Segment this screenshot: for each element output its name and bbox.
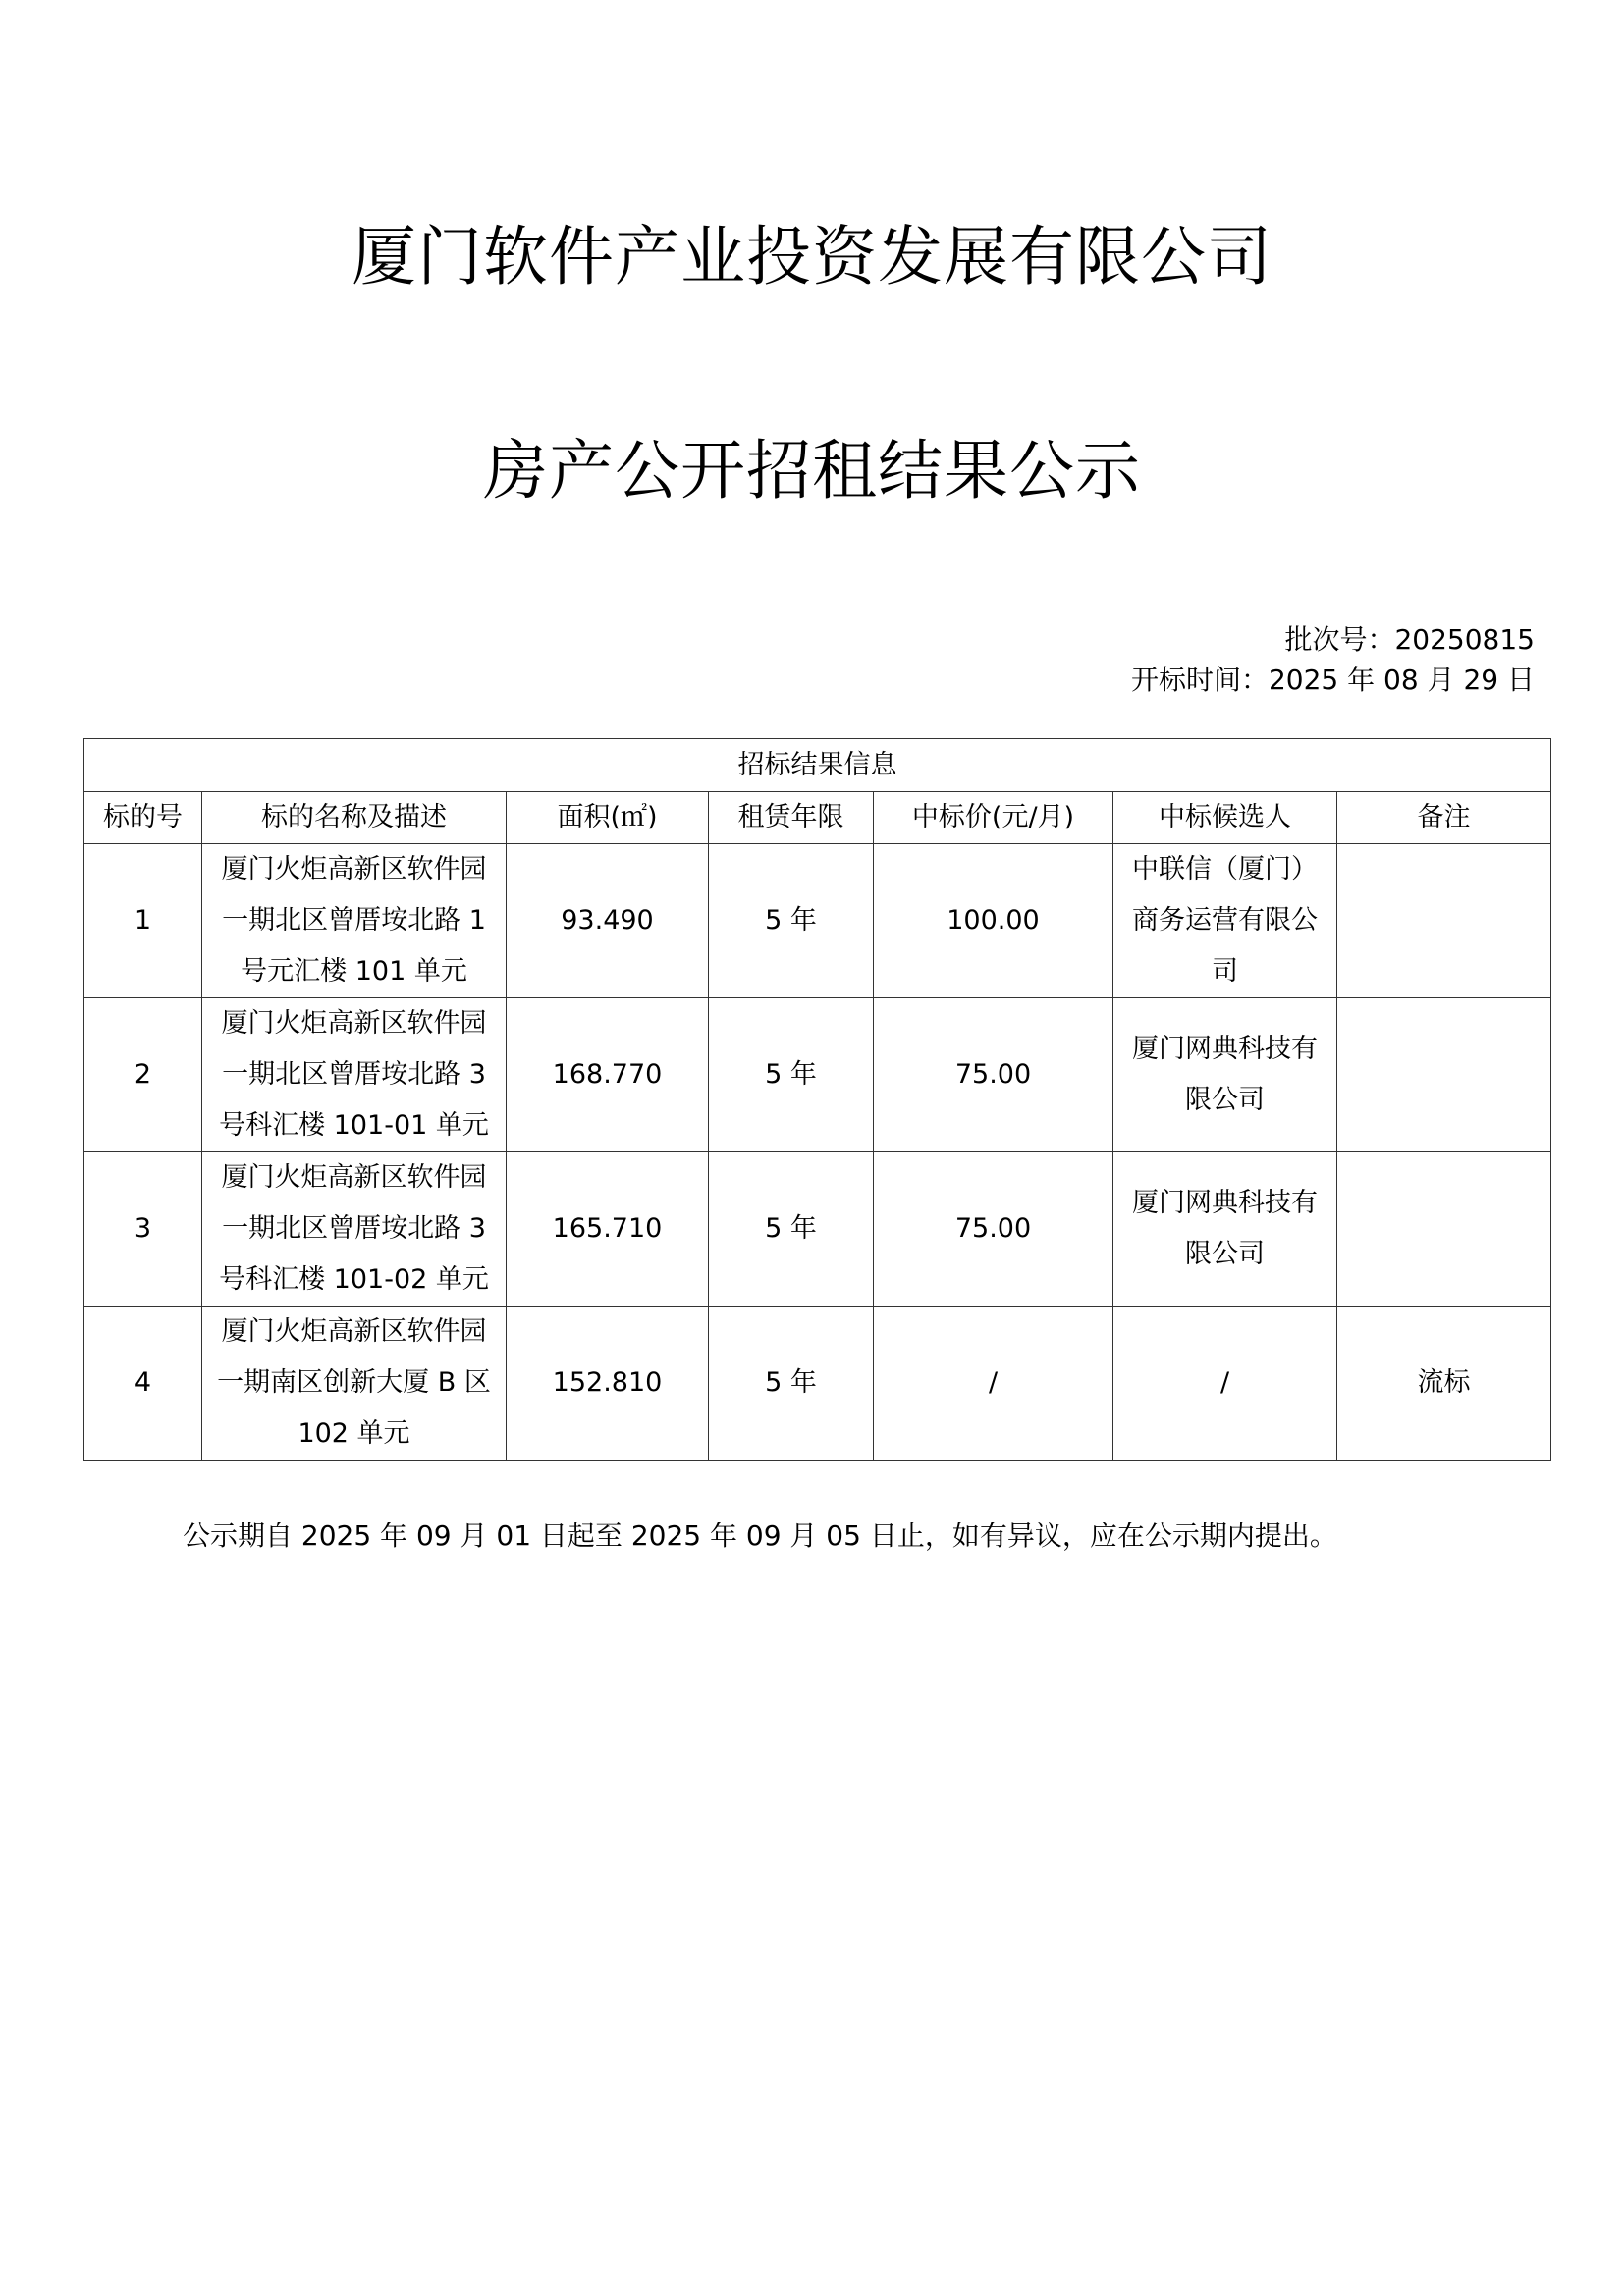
table-row (84, 998, 1551, 1152)
table-caption: 招标结果信息 (84, 739, 1551, 792)
table-row (84, 1307, 1551, 1461)
publicity-period-note: 公示期自 2025 年 09 月 01 日起至 2025 年 09 月 05 日止，如有异议，应在公示期内提出。 (183, 1520, 1337, 1552)
cell-price: / (874, 1307, 1113, 1461)
table-header-row (84, 792, 1551, 844)
col-lot-no: 标的号 (84, 792, 202, 844)
cell-price: 75.00 (874, 998, 1113, 1152)
company-title: 厦门软件产业投资发展有限公司 (352, 219, 1272, 294)
cell-area: 93.490 (507, 844, 709, 998)
cell-lot-no: 2 (84, 998, 202, 1152)
col-winner: 中标候选人 (1113, 792, 1337, 844)
cell-lot-no: 4 (84, 1307, 202, 1461)
cell-term: 5 年 (709, 844, 874, 998)
cell-description: 厦门火炬高新区软件园一期北区曾厝垵北路 3 号科汇楼 101-02 单元 (202, 1152, 507, 1307)
cell-note (1337, 1152, 1551, 1307)
time-value: 2025 年 08 月 29 日 (1268, 664, 1535, 696)
col-note: 备注 (1337, 792, 1551, 844)
cell-price: 100.00 (874, 844, 1113, 998)
cell-winner: 厦门网典科技有限公司 (1113, 1152, 1337, 1307)
bid-opening-time (1131, 661, 1535, 700)
cell-winner: 厦门网典科技有限公司 (1113, 998, 1337, 1152)
cell-lot-no: 1 (84, 844, 202, 998)
table-row (84, 844, 1551, 998)
batch-number (1284, 620, 1535, 660)
page-title: 房产公开招租结果公示 (483, 433, 1141, 508)
cell-price: 75.00 (874, 1152, 1113, 1307)
cell-note: 流标 (1337, 1307, 1551, 1461)
cell-area: 152.810 (507, 1307, 709, 1461)
cell-description: 厦门火炬高新区软件园一期北区曾厝垵北路 1 号元汇楼 101 单元 (202, 844, 507, 998)
col-term: 租赁年限 (709, 792, 874, 844)
col-description: 标的名称及描述 (202, 792, 507, 844)
cell-term: 5 年 (709, 998, 874, 1152)
time-label: 开标时间： (1130, 664, 1269, 696)
cell-area: 168.770 (507, 998, 709, 1152)
cell-description: 厦门火炬高新区软件园一期北区曾厝垵北路 3 号科汇楼 101-01 单元 (202, 998, 507, 1152)
cell-note (1337, 844, 1551, 998)
cell-term: 5 年 (709, 1152, 874, 1307)
table-row (84, 1152, 1551, 1307)
batch-label: 批次号： (1284, 623, 1395, 656)
cell-term: 5 年 (709, 1307, 874, 1461)
col-area: 面积(㎡) (507, 792, 709, 844)
col-price: 中标价(元/月) (874, 792, 1113, 844)
cell-lot-no: 3 (84, 1152, 202, 1307)
cell-note (1337, 998, 1551, 1152)
cell-winner: / (1113, 1307, 1337, 1461)
batch-value: 20250815 (1394, 623, 1535, 656)
result-table (83, 738, 1551, 1461)
cell-description: 厦门火炬高新区软件园一期南区创新大厦 B 区 102 单元 (202, 1307, 507, 1461)
cell-winner: 中联信（厦门）商务运营有限公司 (1113, 844, 1337, 998)
cell-area: 165.710 (507, 1152, 709, 1307)
